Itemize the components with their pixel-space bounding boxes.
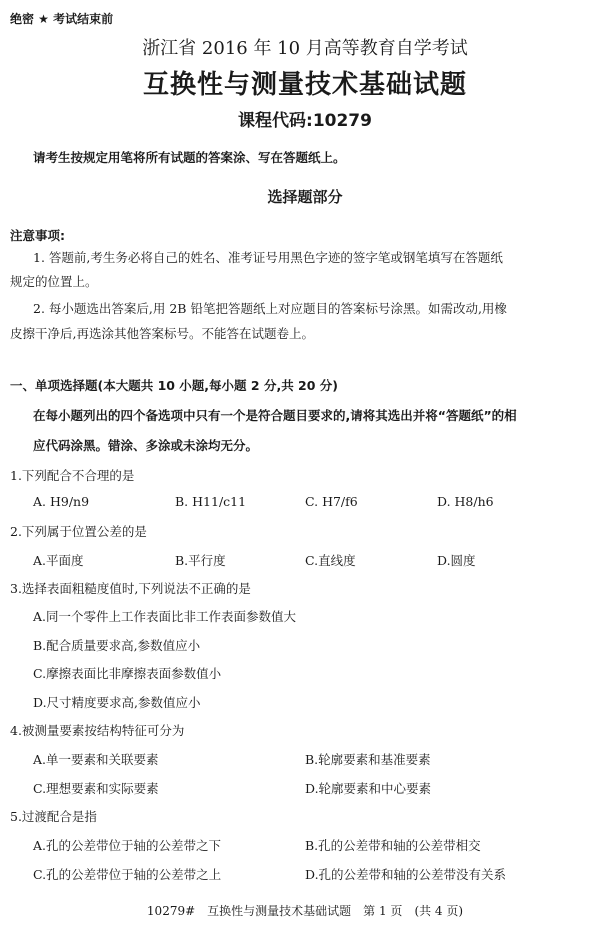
section-title: 选择题部分 bbox=[267, 188, 343, 206]
attention-item-2-line-1: 2. 每小题选出答案后,用 2B 铅笔把答题纸上对应题目的答案标号涂黑。如需改动,用橡 bbox=[33, 301, 507, 316]
question-5-option-d: D.孔的公差带和轴的公差带没有关系 bbox=[305, 867, 507, 882]
question-3-option-a: A.同一个零件上工作表面比非工作表面参数值大 bbox=[33, 609, 297, 624]
question-3-stem: 3.选择表面粗糙度值时,下列说法不正确的是 bbox=[10, 581, 251, 596]
question-2-option-a: A.平面度 bbox=[33, 553, 84, 568]
question-1-option-b: B. H11/c11 bbox=[175, 494, 247, 509]
question-1-stem: 1.下列配合不合理的是 bbox=[10, 468, 135, 483]
footer-title: 互换性与测量技术基础试题 bbox=[207, 904, 352, 918]
attention-item-1-line-2: 规定的位置上。 bbox=[10, 274, 98, 289]
question-1-option-a: A. H9/n9 bbox=[33, 494, 90, 509]
question-4-option-b: B.轮廓要素和基准要素 bbox=[305, 752, 431, 767]
footer-code: 10279# bbox=[146, 904, 196, 918]
question-1-option-d: D. H8/h6 bbox=[437, 494, 494, 509]
question-4-option-a: A.单一要素和关联要素 bbox=[33, 752, 159, 767]
question-4-stem: 4.被测量要素按结构特征可分为 bbox=[10, 723, 185, 738]
question-2-option-b: B.平行度 bbox=[175, 553, 226, 568]
question-2-option-d: D.圆度 bbox=[437, 553, 476, 568]
footer-total: (共 4 页) bbox=[414, 904, 464, 918]
question-2-stem: 2.下列属于位置公差的是 bbox=[10, 524, 147, 539]
paper-title: 互换性与测量技术基础试题 bbox=[142, 70, 467, 100]
question-3-option-d: D.尺寸精度要求高,参数值应小 bbox=[33, 695, 201, 710]
footer-page: 第 1 页 bbox=[363, 904, 403, 918]
question-4-option-c: C.理想要素和实际要素 bbox=[33, 781, 159, 796]
part-one-heading: 一、单项选择题(本大题共 10 小题,每小题 2 分,共 20 分) bbox=[10, 378, 339, 393]
exam-title: 浙江省 2016 年 10 月高等教育自学考试 bbox=[142, 38, 468, 59]
question-2-option-c: C.直线度 bbox=[305, 553, 356, 568]
attention-item-2-line-2: 皮擦干净后,再选涂其他答案标号。不能答在试题卷上。 bbox=[10, 326, 314, 341]
question-5-option-b: B.孔的公差带和轴的公差带相交 bbox=[305, 838, 481, 853]
course-code: 课程代码:10279 bbox=[238, 111, 372, 131]
attention-item-1-line-1: 1. 答题前,考生务必将自己的姓名、准考证号用黑色字迹的签字笔或钢笔填写在答题纸 bbox=[33, 250, 503, 265]
question-4-option-d: D.轮廓要素和中心要素 bbox=[305, 781, 432, 796]
attention-heading: 注意事项: bbox=[10, 228, 65, 243]
question-5-stem: 5.过渡配合是指 bbox=[10, 809, 97, 824]
part-one-instruction-line-1: 在每小题列出的四个备选项中只有一个是符合题目要求的,请将其选出并将“答题纸”的相 bbox=[33, 408, 517, 423]
question-3-option-b: B.配合质量要求高,参数值应小 bbox=[33, 638, 201, 653]
part-one-instruction-line-2: 应代码涂黑。错涂、多涂或未涂均无分。 bbox=[33, 438, 259, 453]
answer-notice: 请考生按规定用笔将所有试题的答案涂、写在答题纸上。 bbox=[33, 150, 346, 165]
question-1-option-c: C. H7/f6 bbox=[305, 494, 358, 509]
question-5-option-a: A.孔的公差带位于轴的公差带之下 bbox=[33, 838, 222, 853]
confidential-label: 绝密 ★ 考试结束前 bbox=[10, 12, 114, 26]
question-5-option-c: C.孔的公差带位于轴的公差带之上 bbox=[33, 867, 222, 882]
page-footer bbox=[0, 902, 610, 919]
question-3-option-c: C.摩擦表面比非摩擦表面参数值小 bbox=[33, 666, 222, 681]
